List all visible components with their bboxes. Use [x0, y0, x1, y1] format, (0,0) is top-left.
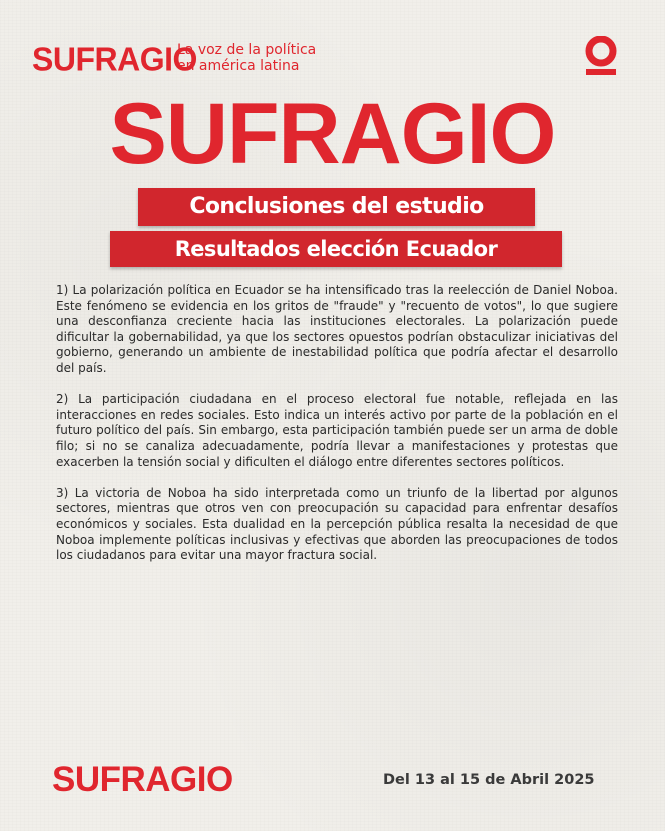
- tagline-line-2: en américa latina: [177, 58, 300, 74]
- paragraph-2: 2) La participación ciudadana en el proceso electoral fue notable, reflejada en las interacciones en redes sociales. Esto indica un interés activo por parte de la población en el futuro político del país. Sin embargo, esta participación también puede ser un arma de doble filo; si no se canaliza adecuadamente, podría llevar a manifestaciones y protestas que exacerben la tensión social y dificulten el diálogo entre diferentes sectores políticos.: [56, 392, 618, 469]
- tagline-line-1: La voz de la política: [177, 42, 317, 58]
- header-tagline: [177, 42, 316, 74]
- banner-conclusions: Conclusiones del estudio: [138, 188, 535, 226]
- footer-logo: SUFRAGIO: [52, 760, 233, 799]
- banner-results: Resultados elección Ecuador: [110, 231, 562, 267]
- main-title: SUFRAGIO: [109, 86, 556, 182]
- brand-o-icon: [585, 36, 617, 76]
- header-logo: SUFRAGIO: [32, 40, 197, 78]
- footer-date: Del 13 al 15 de Abril 2025: [383, 772, 595, 788]
- paragraph-3: 3) La victoria de Noboa ha sido interpretada como un triunfo de la libertad por algunos sectores, mientras que otros ven con preocupación su capacidad para enfrentar desafíos económicos y sociales. Esta dualidad en la percepción pública resalta la necesidad de que Noboa implemente políticas inclusivas y efectivas que aborden las preocupaciones de todos los ciudadanos para evitar una mayor fractura social.: [56, 485, 618, 563]
- paragraph-1: 1) La polarización política en Ecuador se ha intensificado tras la reelección de Daniel Noboa. Este fenómeno se evidencia en los gritos de "fraude" y "recuento de votos", lo que sugiere una desconfianza creciente hacia las instituciones electorales. La polarización puede dificultar la gobernabilidad, ya que los sectores opuestos podrían obstaculizar iniciativas del gobierno, generando un ambiente de inestabilidad política que podría afectar el desarrollo del país.: [56, 283, 618, 375]
- article-body: [56, 283, 618, 579]
